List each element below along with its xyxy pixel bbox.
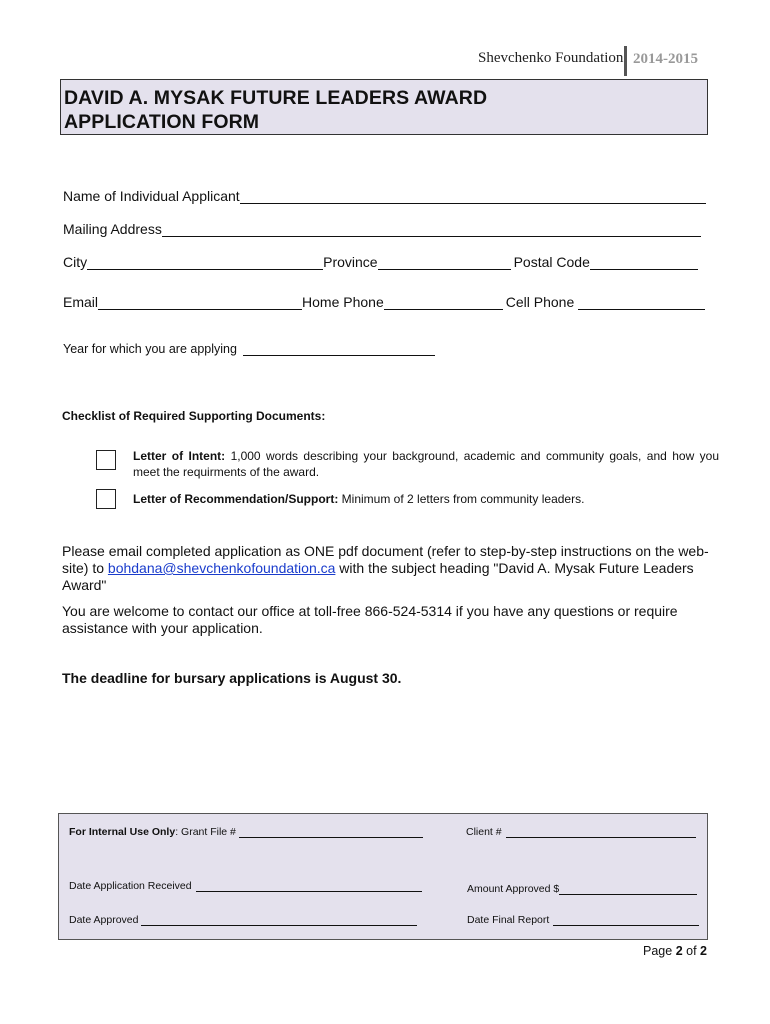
page-of: of xyxy=(686,944,697,958)
city-input-line[interactable] xyxy=(87,257,323,270)
client-row xyxy=(466,826,696,838)
province-label: Province xyxy=(323,254,378,270)
page-number xyxy=(643,944,707,958)
home-phone-label: Home Phone xyxy=(302,294,384,310)
email-label: Email xyxy=(63,294,99,310)
email-instructions-pre: Please email completed application as ONE pdf document (refer to step-by-step instructions on the web-site) to xyxy=(62,543,709,576)
amount-label: Amount Approved $ xyxy=(467,883,560,895)
page-current: 2 xyxy=(675,944,683,958)
header-organization: Shevchenko Foundation xyxy=(478,50,624,66)
letter-of-recommendation-description: Minimum of 2 letters from community leaders. xyxy=(338,492,585,506)
letter-of-intent-description: 1,000 words describing your background, academic and community goals, and how you meet the requirments of the award. xyxy=(133,449,719,479)
postal-input-line[interactable] xyxy=(590,257,698,270)
form-title-line2: APPLICATION FORM xyxy=(64,111,260,133)
date-approved-input-line[interactable] xyxy=(141,916,417,926)
year-field-row xyxy=(63,342,435,356)
letter-of-intent-checkbox[interactable] xyxy=(96,450,116,470)
grant-file-input-line[interactable] xyxy=(239,828,423,838)
email-input-line[interactable] xyxy=(98,297,302,310)
city-label: City xyxy=(63,254,88,270)
client-input-line[interactable] xyxy=(506,828,696,838)
province-input-line[interactable] xyxy=(378,257,511,270)
deadline-notice: The deadline for bursary applications is August 30. xyxy=(62,670,402,686)
letter-of-intent-item xyxy=(133,448,719,480)
header-year: 2014-2015 xyxy=(633,51,698,67)
internal-use-label: For Internal Use Only xyxy=(69,826,176,838)
date-approved-row xyxy=(69,914,417,926)
email-link[interactable]: bohdana@shevchenkofoundation.ca xyxy=(107,560,336,576)
date-final-label: Date Final Report xyxy=(467,914,550,926)
header-divider xyxy=(624,46,627,76)
name-field-row xyxy=(63,188,706,204)
contact-paragraph: You are welcome to contact our office at toll-free 866-524-5314 if you have any questions or require assistance with your application. xyxy=(62,603,678,636)
amount-row xyxy=(467,883,697,895)
home-phone-input-line[interactable] xyxy=(384,297,503,310)
letter-of-recommendation-checkbox[interactable] xyxy=(96,489,116,509)
mailing-input-line[interactable] xyxy=(162,224,701,237)
cell-phone-input-line[interactable] xyxy=(578,297,705,310)
amount-input-line[interactable] xyxy=(559,885,697,895)
contact-field-row xyxy=(63,294,705,310)
date-approved-label: Date Approved xyxy=(69,914,139,926)
date-received-label: Date Application Received xyxy=(69,880,192,892)
cell-phone-label: Cell Phone xyxy=(505,294,575,310)
city-field-row xyxy=(63,254,698,270)
letter-of-recommendation-title: Letter of Recommendation/Support: xyxy=(133,492,339,506)
internal-use-box xyxy=(58,813,708,940)
email-instructions xyxy=(62,543,722,594)
date-final-input-line[interactable] xyxy=(553,916,699,926)
year-input-line[interactable] xyxy=(243,343,435,356)
date-final-row xyxy=(467,914,699,926)
page-total: 2 xyxy=(700,944,707,958)
form-title-box xyxy=(60,79,708,135)
client-label: Client # xyxy=(466,826,502,838)
date-received-row xyxy=(69,880,422,892)
year-label: Year for which you are applying xyxy=(63,342,237,356)
checklist-title: Checklist of Required Supporting Documents: xyxy=(62,409,326,423)
grant-file-row xyxy=(69,826,423,838)
name-label: Name of Individual Applicant xyxy=(63,188,240,204)
grant-file-label: : Grant File # xyxy=(175,826,236,838)
email-instructions-post: with the subject heading "David A. Mysak Future Leaders Award" xyxy=(62,560,694,593)
letter-of-intent-title: Letter of Intent: xyxy=(133,449,226,463)
name-input-line[interactable] xyxy=(240,191,706,204)
mailing-field-row xyxy=(63,221,701,237)
letter-of-recommendation-item xyxy=(133,491,719,507)
date-received-input-line[interactable] xyxy=(196,882,422,892)
mailing-label: Mailing Address xyxy=(63,221,162,237)
postal-label: Postal Code xyxy=(513,254,590,270)
form-title-line1: DAVID A. MYSAK FUTURE LEADERS AWARD xyxy=(64,87,488,109)
page-word: Page xyxy=(643,944,673,958)
